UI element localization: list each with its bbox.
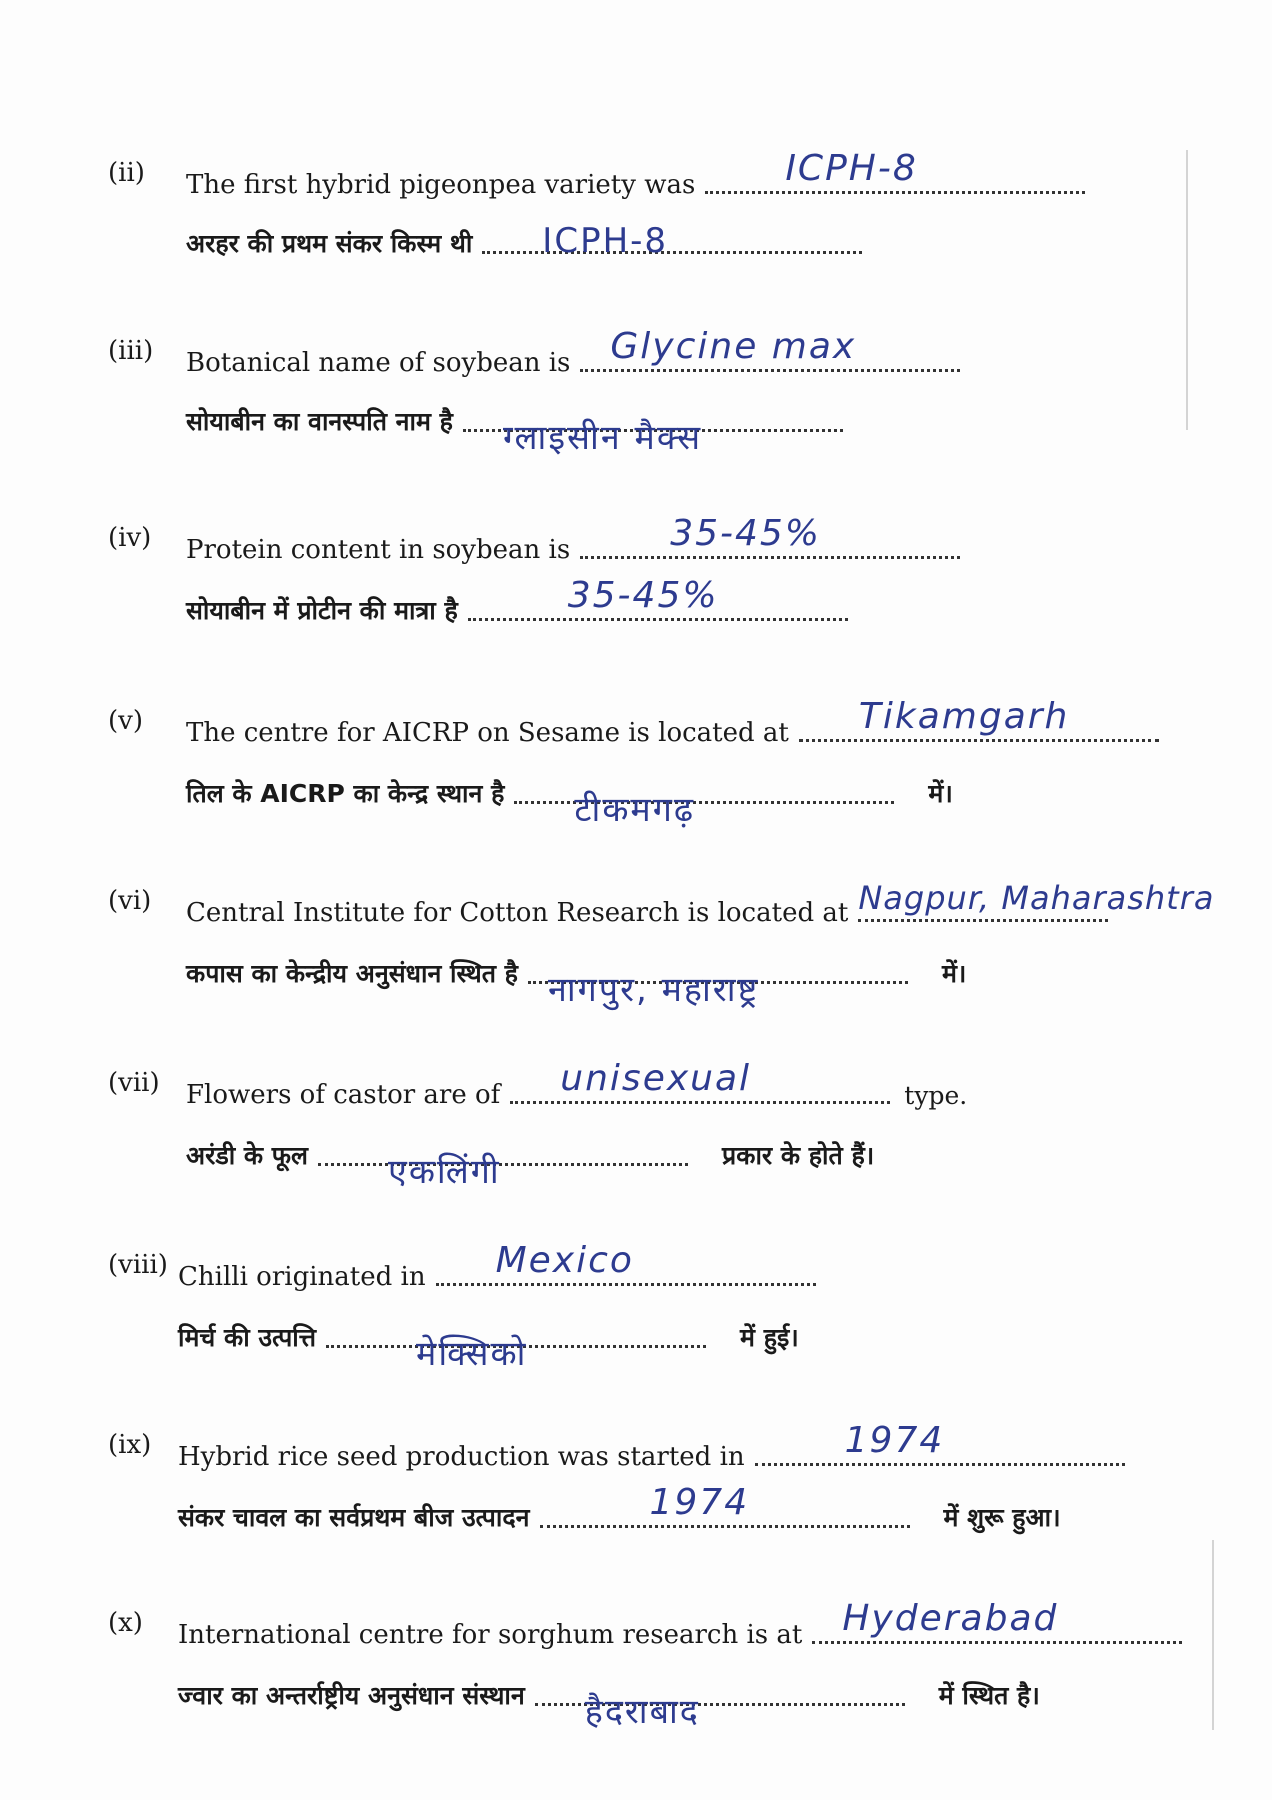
answer-blank-en xyxy=(510,1058,890,1104)
question-english xyxy=(0,505,1272,565)
question-text-en: Botanical name of soybean is xyxy=(186,348,571,378)
handwritten-answer-hi: ICPH-8 xyxy=(542,221,669,261)
question-english xyxy=(0,1590,1272,1650)
handwritten-answer-en: unisexual xyxy=(560,1058,752,1099)
question-number: (vi) xyxy=(108,886,152,916)
question-hindi xyxy=(0,567,1272,627)
question-text-hi: सोयाबीन में प्रोटीन की मात्रा है xyxy=(186,596,458,625)
question-number: (vii) xyxy=(108,1068,160,1098)
answer-blank-en xyxy=(755,1420,1125,1466)
question-suffix-hi: में स्थित है। xyxy=(938,1681,1040,1710)
question-hindi xyxy=(0,1112,1272,1192)
handwritten-answer-hi: मेक्सिको xyxy=(416,1334,528,1374)
answer-blank-en xyxy=(812,1598,1182,1644)
question-hindi xyxy=(0,1652,1272,1732)
question-number: (ii) xyxy=(108,158,145,188)
handwritten-answer-hi: एकलिंगी xyxy=(388,1152,501,1192)
question-text-hi: संकर चावल का सर्वप्रथम बीज उत्पादन xyxy=(178,1503,530,1532)
answer-blank-en xyxy=(705,148,1085,194)
question-text-hi: मिर्च की उत्पत्ति xyxy=(178,1323,317,1352)
question-text-hi: ज्वार का अन्तर्राष्ट्रीय अनुसंधान संस्थान xyxy=(178,1681,525,1710)
handwritten-answer-en: ICPH-8 xyxy=(785,148,918,189)
question-text-en: International centre for sorghum research is at xyxy=(178,1620,803,1650)
answer-blank-en xyxy=(580,513,960,559)
handwritten-answer-en: Nagpur, Maharashtra xyxy=(858,879,1215,917)
question-number: (x) xyxy=(108,1608,143,1638)
answer-blank-en xyxy=(436,1240,816,1286)
question-text-en: Hybrid rice seed production was started in xyxy=(178,1442,745,1472)
question-suffix-en: type. xyxy=(904,1081,968,1110)
answer-blank-hi xyxy=(468,575,848,621)
question-text-hi: अरंडी के फूल xyxy=(186,1141,309,1170)
question-hindi xyxy=(0,1294,1272,1374)
question-english xyxy=(0,1050,1272,1110)
question-text-hi: अरहर की प्रथम संकर किस्म थी xyxy=(186,229,473,258)
question-hindi xyxy=(0,200,1272,260)
question-text-en: Flowers of castor are of xyxy=(186,1080,501,1110)
handwritten-answer-hi: टीकमगढ़ xyxy=(574,790,696,830)
question-number: (ix) xyxy=(108,1430,152,1460)
question-suffix-hi: प्रकार के होते हैं। xyxy=(722,1141,875,1170)
question-english xyxy=(0,1412,1272,1472)
handwritten-answer-hi: नागपुर, महाराष्ट्र xyxy=(547,970,760,1010)
question-text-en: The centre for AICRP on Sesame is located at xyxy=(186,718,789,748)
question-text-en: Chilli originated in xyxy=(178,1262,426,1292)
question-suffix-hi: में। xyxy=(941,959,967,988)
question-text-en: Protein content in soybean is xyxy=(186,535,571,565)
handwritten-answer-hi: 35-45% xyxy=(567,575,719,616)
question-hindi xyxy=(0,750,1272,830)
question-english xyxy=(0,688,1272,748)
question-text-en: Central Institute for Cotton Research is located at xyxy=(186,898,849,928)
answer-blank-hi xyxy=(540,1482,910,1528)
question-text-hi: तिल के AICRP का केन्द्र स्थान है xyxy=(186,779,505,808)
handwritten-answer-hi: ग्लाइसीन मैक्स xyxy=(502,418,703,458)
answer-blank-hi xyxy=(463,418,843,458)
answer-blank-hi xyxy=(326,1334,706,1374)
question-number: (iii) xyxy=(108,336,154,366)
question-text-hi: सोयाबीन का वानस्पति नाम है xyxy=(186,407,453,436)
question-hindi xyxy=(0,1474,1272,1534)
question-english xyxy=(0,318,1272,378)
question-hindi xyxy=(0,378,1272,458)
answer-blank-en xyxy=(858,879,1215,922)
answer-blank-hi xyxy=(482,221,862,261)
question-hindi xyxy=(0,930,1272,1010)
question-number: (viii) xyxy=(108,1250,168,1280)
answer-blank-hi xyxy=(535,1692,905,1732)
question-text-hi: कपास का केन्द्रीय अनुसंधान स्थित है xyxy=(186,959,518,988)
handwritten-answer-en: Mexico xyxy=(495,1240,634,1281)
question-suffix-hi: में शुरू हुआ। xyxy=(943,1503,1061,1532)
handwritten-answer-en: 1974 xyxy=(844,1420,945,1461)
handwritten-answer-hi: हैदराबाद xyxy=(584,1692,700,1732)
question-number: (iv) xyxy=(108,523,152,553)
question-number: (v) xyxy=(108,706,143,736)
question-suffix-hi: में। xyxy=(928,779,953,808)
question-english xyxy=(0,868,1272,928)
handwritten-answer-en: 35-45% xyxy=(670,513,822,554)
question-english xyxy=(0,140,1272,200)
answer-blank-hi xyxy=(528,970,908,1010)
answer-blank-hi xyxy=(514,790,894,830)
handwritten-answer-en: Hyderabad xyxy=(842,1598,1059,1639)
handwritten-answer-en: Tikamgarh xyxy=(858,696,1070,737)
handwritten-answer-hi: 1974 xyxy=(649,1482,750,1523)
question-suffix-hi: में हुई। xyxy=(740,1323,799,1352)
answer-blank-en xyxy=(580,326,960,372)
question-english xyxy=(0,1232,1272,1292)
answer-blank-en xyxy=(799,696,1159,742)
handwritten-answer-en: Glycine max xyxy=(610,326,857,367)
question-text-en: The first hybrid pigeonpea variety was xyxy=(186,170,696,200)
answer-blank-hi xyxy=(318,1152,688,1192)
